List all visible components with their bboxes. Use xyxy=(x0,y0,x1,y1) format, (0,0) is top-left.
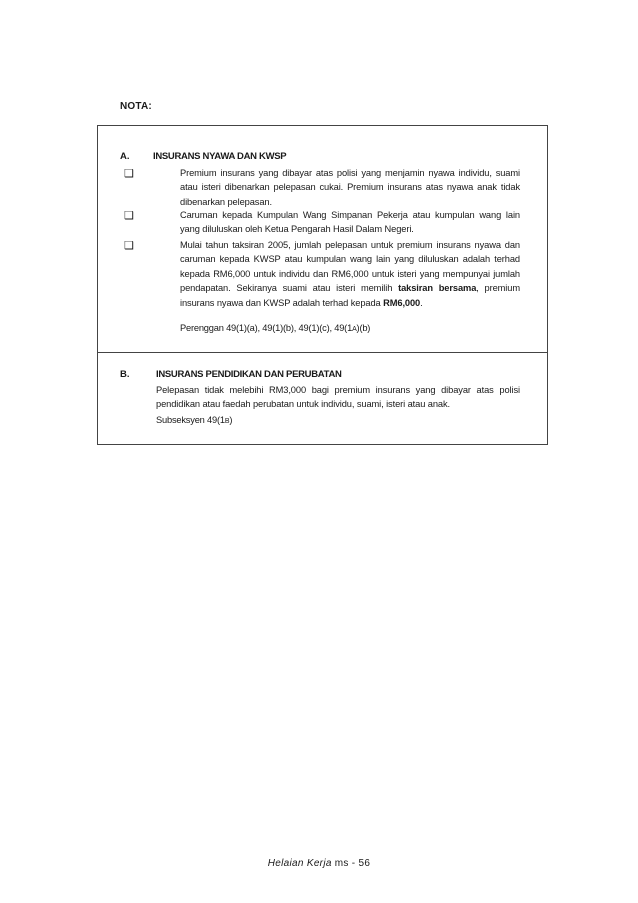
checkbox-bullet-icon: ❑ xyxy=(124,210,134,222)
section-a-letter: A. xyxy=(120,151,130,162)
ref-b-main: Subseksyen 49(1 xyxy=(156,415,225,425)
notes-box xyxy=(97,125,548,445)
ref-a-sc: A xyxy=(352,326,357,333)
section-a-item-1: Premium insurans yang dibayar atas polisi yang menjamin nyawa individu, suami atau isteri dibenarkan pelepasan cukai. Premium insurans atas nyawa anak tidak dibenarkan pelepasan. xyxy=(180,168,520,207)
section-a-title: INSURANS NYAWA DAN KWSP xyxy=(153,151,287,162)
section-a-item-2: Caruman kepada Kumpulan Wang Simpanan Pekerja atau kumpulan wang lain yang diluluskan oleh Ketua Pengarah Hasil Dalam Negeri. xyxy=(180,210,520,235)
section-b-reference xyxy=(156,415,232,425)
item-3-text-middle: , premium insurans nyawa dan KWSP adalah terhad kepada xyxy=(180,283,520,308)
page-footer xyxy=(0,858,638,869)
section-b-text: Pelepasan tidak melebihi RM3,000 bagi premium insurans yang dibayar atas polisi pendidikan atau faedah perubatan untuk individu, suami, isteri atau anak. xyxy=(156,385,520,410)
footer-page: ms - 56 xyxy=(331,858,371,869)
ref-b-sc: B xyxy=(224,418,230,425)
section-divider xyxy=(98,352,547,353)
item-3-bold-amount: RM6,000 xyxy=(383,297,421,308)
nota-heading: NOTA: xyxy=(120,101,152,112)
section-b-letter: B. xyxy=(120,369,130,380)
ref-b-end: ) xyxy=(229,415,233,425)
ref-a-main: Perenggan 49(1)(a), 49(1)(b), 49(1)(c), 49(1 xyxy=(180,323,353,333)
section-b-title: INSURANS PENDIDIKAN DAN PERUBATAN xyxy=(156,369,342,380)
ref-a-end: )(b) xyxy=(356,323,371,333)
checkbox-bullet-icon: ❑ xyxy=(124,168,134,180)
section-a-reference xyxy=(180,323,370,333)
item-3-text-end: . xyxy=(420,297,423,308)
section-a-item-3 xyxy=(180,238,520,310)
item-3-bold-taksiran: taksiran bersama xyxy=(398,283,477,294)
item-3-text: Mulai tahun taksiran 2005, jumlah pelepasan untuk premium insurans nyawa dan caruman kepada KWSP atau kumpulan wang lain yang diluluskan adalah terhad kepada RM6,000 untuk individu dan RM6,000 untuk isteri yang mempunyai jumlah pendapatan. Sekiranya suami atau isteri memilih xyxy=(180,240,520,294)
checkbox-bullet-icon: ❑ xyxy=(124,240,134,252)
footer-italic: Helaian Kerja xyxy=(267,858,332,869)
